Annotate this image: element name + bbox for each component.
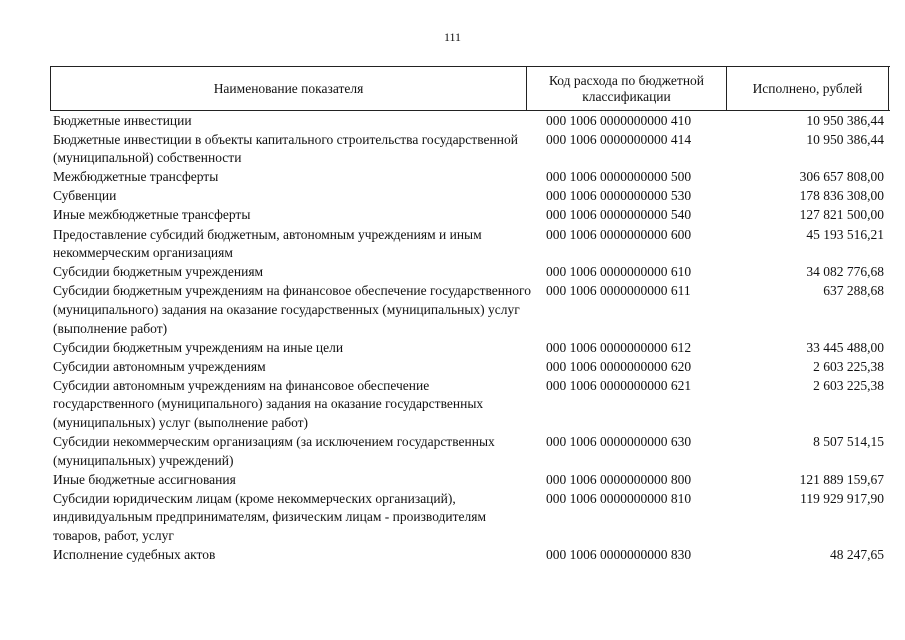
row-name: Иные межбюджетные трансферты: [53, 207, 251, 223]
row-name: Субсидии автономным учреждениям на финансовое обеспечение государственного (муниципального) задания на оказание государственных (муниципальных) услуг (выполнение работ): [53, 377, 484, 430]
table-row: [50, 206, 890, 225]
row-amount: 637 288,68: [823, 283, 884, 299]
table-row: [50, 187, 890, 206]
row-amount: 178 836 308,00: [799, 188, 884, 204]
row-amount: 8 507 514,15: [813, 434, 884, 450]
row-code: 000 1006 0000000000 500: [546, 169, 692, 185]
row-name: Субвенции: [53, 188, 117, 204]
row-amount: 2 603 225,38: [813, 377, 884, 393]
header-indicator-name: Наименование показателя: [51, 67, 527, 110]
table-row: [50, 358, 890, 377]
row-code: 000 1006 0000000000 612: [546, 339, 692, 355]
table-row: [50, 282, 890, 338]
row-name: Субсидии юридическим лицам (кроме некоммерческих организаций), индивидуальным предпринимателям, физическим лицам - производителям товаров, работ, услуг: [53, 490, 487, 544]
header-budget-code: Код расхода по бюджетной классификации: [527, 67, 727, 110]
table-row: [50, 377, 890, 433]
row-code: 000 1006 0000000000 600: [546, 226, 692, 242]
row-amount: 127 821 500,00: [799, 207, 884, 223]
row-amount: 2 603 225,38: [813, 358, 884, 374]
table-row: [50, 131, 890, 168]
table-row: [50, 433, 890, 470]
header-executed-amount: Исполнено, рублей: [727, 67, 889, 110]
row-amount: 119 929 917,90: [800, 490, 884, 506]
row-name: Субсидии некоммерческим организациям (за исключением государственных (муниципальных) учреждений): [53, 434, 495, 468]
page-number: 111: [443, 30, 462, 44]
row-amount: 10 950 386,44: [806, 112, 884, 128]
row-amount: 10 950 386,44: [806, 131, 884, 147]
row-name: Субсидии бюджетным учреждениям: [53, 264, 264, 280]
table-header: [50, 66, 890, 111]
row-name: Бюджетные инвестиции: [53, 112, 192, 128]
table-row: [50, 112, 890, 131]
table-row: [50, 226, 890, 263]
row-amount: 306 657 808,00: [799, 169, 884, 185]
row-code: 000 1006 0000000000 800: [546, 471, 692, 487]
table-row: [50, 263, 890, 282]
row-code: 000 1006 0000000000 620: [546, 358, 692, 374]
table-row: [50, 168, 890, 187]
row-code: 000 1006 0000000000 540: [546, 207, 692, 223]
row-code: 000 1006 0000000000 630: [546, 434, 692, 450]
row-name: Субсидии бюджетным учреждениям на финансовое обеспечение государственного (муниципального) задания на оказание государственных (муниципальных) услуг (выполнение работ): [53, 283, 531, 336]
row-code: 000 1006 0000000000 830: [546, 547, 692, 563]
row-amount: 34 082 776,68: [806, 264, 884, 280]
row-code: 000 1006 0000000000 530: [546, 188, 692, 204]
row-name: Исполнение судебных актов: [53, 547, 216, 563]
row-name: Межбюджетные трансферты: [53, 169, 219, 185]
row-amount: 121 889 159,67: [799, 471, 884, 487]
row-amount: 45 193 516,21: [806, 226, 884, 242]
row-name: Иные бюджетные ассигнования: [53, 471, 236, 487]
row-name: Субсидии бюджетным учреждениям на иные цели: [53, 339, 344, 355]
row-name: Субсидии автономным учреждениям: [53, 358, 266, 374]
row-code: 000 1006 0000000000 410: [546, 112, 692, 128]
row-name: Бюджетные инвестиции в объекты капитального строительства государственной (муниципальной) собственности: [53, 131, 518, 166]
row-code: 000 1006 0000000000 611: [546, 283, 691, 299]
row-amount: 33 445 488,00: [806, 339, 884, 355]
row-amount: 48 247,65: [830, 547, 884, 563]
row-code: 000 1006 0000000000 621: [546, 377, 692, 393]
row-name: Предоставление субсидий бюджетным, автономным учреждениям и иным некоммерческим организациям: [53, 226, 482, 261]
table-row: [50, 339, 890, 358]
report-table: [50, 66, 890, 565]
table-row: [50, 490, 890, 546]
row-code: 000 1006 0000000000 610: [546, 264, 692, 280]
row-code: 000 1006 0000000000 810: [546, 490, 692, 506]
table-row: [50, 471, 890, 490]
row-code: 000 1006 0000000000 414: [546, 131, 692, 147]
table-row: [50, 546, 890, 565]
